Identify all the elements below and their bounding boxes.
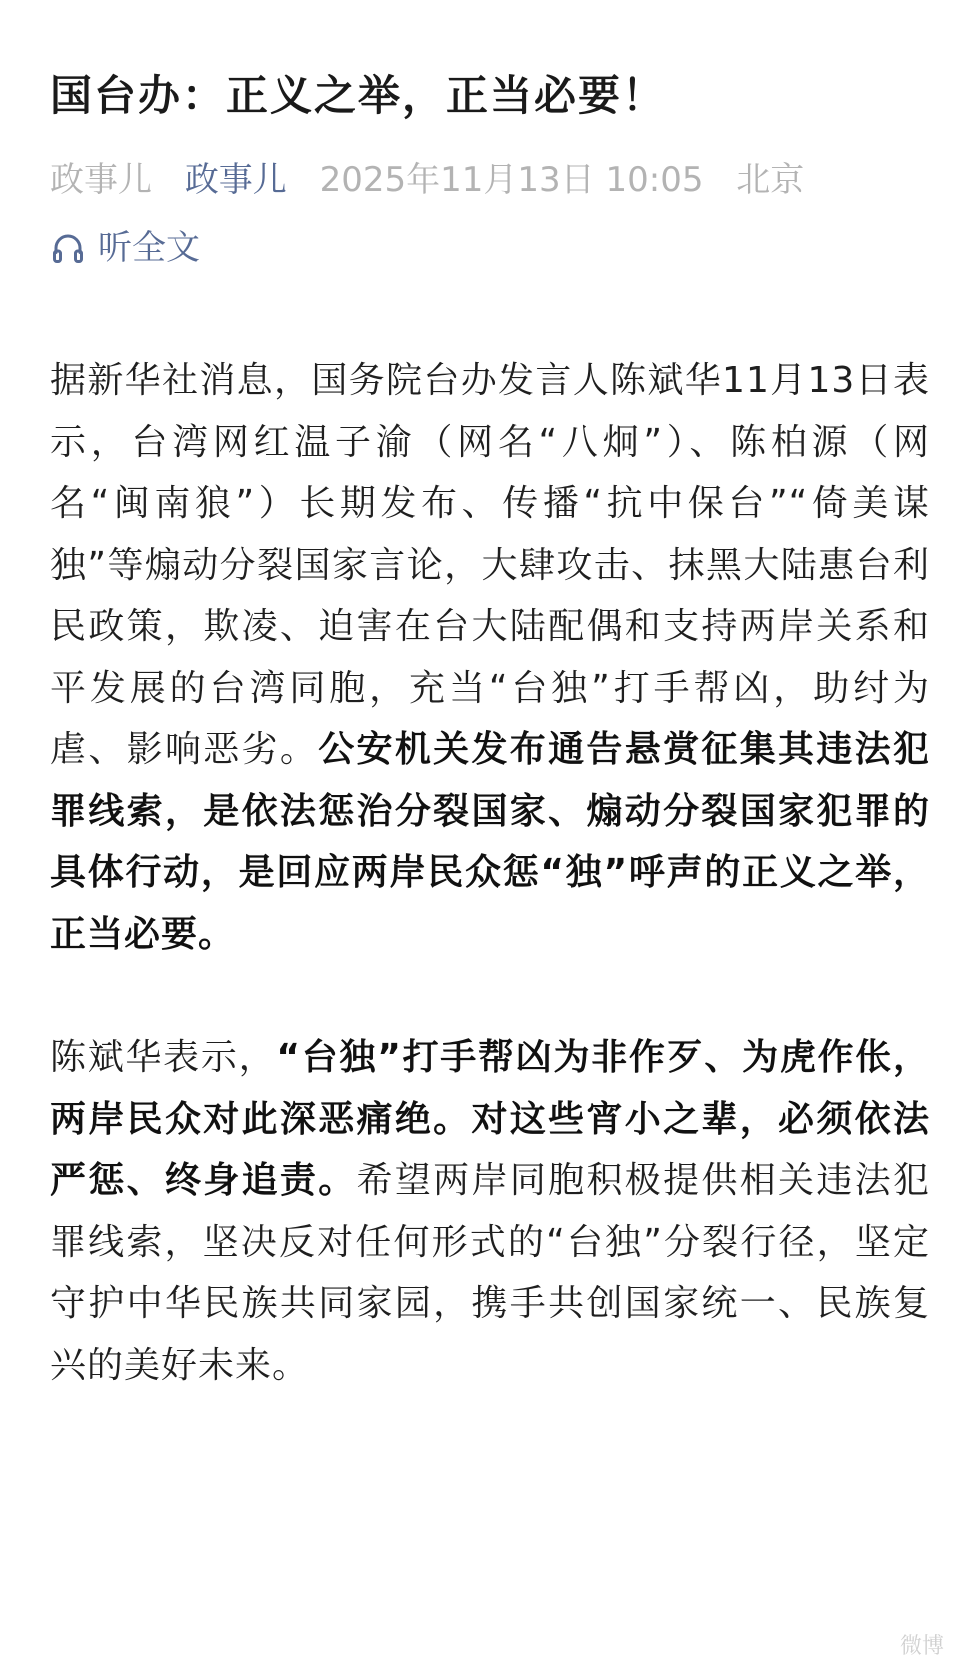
paragraph xyxy=(50,1027,930,1396)
paragraph-text: 据新华社消息，国务院台办发言人陈斌华11月13日表示，台湾网红温子渝（网名“八炯”）、陈柏源（网名“闽南狼”）长期发布、传播“抗中保台”“倚美谋独”等煽动分裂国家言论，大肆攻击、抹黑大陆惠台利民政策，欺凌、迫害在台大陆配偶和支持两岸关系和平发展的台湾同胞，充当“台独”打手帮凶，助纣为虐、影响恶劣。 xyxy=(50,360,930,770)
article-title: 国台办：正义之举，正当必要！ xyxy=(50,71,667,120)
account-link[interactable]: 政事儿 xyxy=(184,160,287,200)
paragraph-text: 希望两岸同胞积极提供相关违法犯罪线索，坚决反对任何形式的“台独”分裂行径，坚定守护中华民族共同家园，携手共创国家统一、民族复兴的美好未来。 xyxy=(50,1160,930,1386)
article xyxy=(50,66,930,1396)
watermark: 微博 xyxy=(899,1634,944,1659)
listen-label: 听全文 xyxy=(98,228,200,268)
article-body xyxy=(50,350,930,1396)
listen-full-text-button[interactable] xyxy=(50,224,930,272)
headphones-icon xyxy=(50,230,86,266)
article-meta xyxy=(50,156,930,204)
paragraph-text: 陈斌华表示， xyxy=(50,1037,277,1078)
publish-date: 2025年11月13日 10:05 xyxy=(319,160,704,200)
publish-location: 北京 xyxy=(736,160,805,200)
paragraph-bold-text: “台独”打手帮凶为非作歹、为虎作伥，两岸民众对此深恶痛绝。对这些宵小之辈，必须依法严惩、终身追责。 xyxy=(50,1037,930,1201)
paragraph xyxy=(50,350,930,965)
paragraph-bold-text: 公安机关发布通告悬赏征集其违法犯罪线索，是依法惩治分裂国家、煽动分裂国家犯罪的具体行动，是回应两岸民众惩“独”呼声的正义之举，正当必要。 xyxy=(50,729,930,955)
author-name: 政事儿 xyxy=(50,160,152,200)
